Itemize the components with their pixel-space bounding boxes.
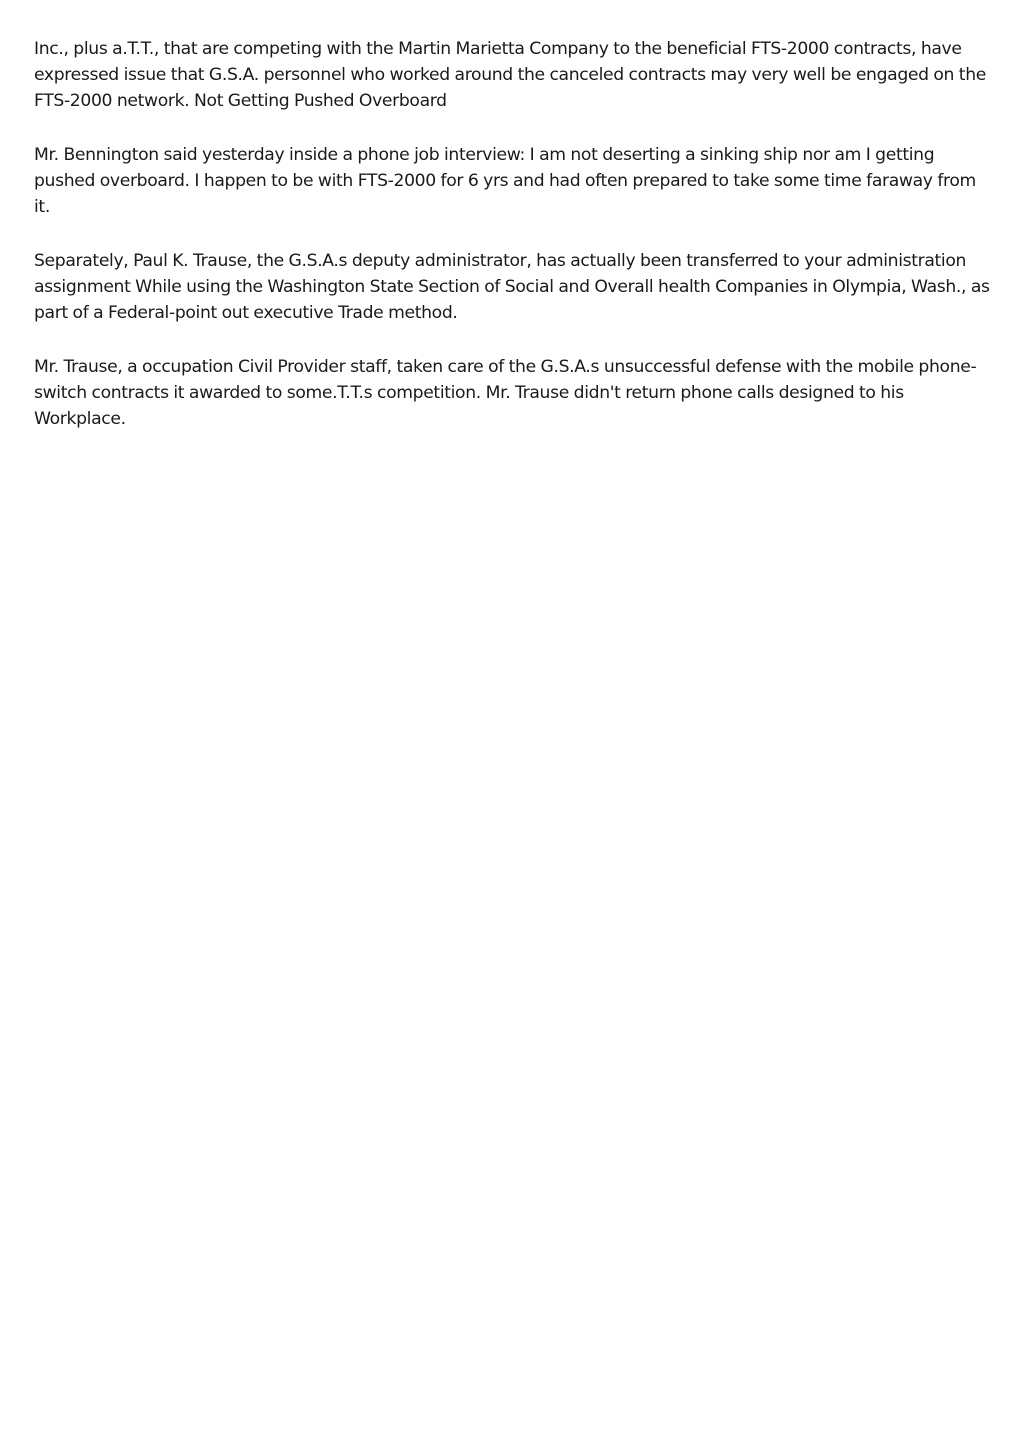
paragraph-4: Mr. Trause, a occupation Civil Provider staff, taken care of the G.S.A.s unsuccessful defense with the mobile phone-switch contracts it awarded to some.T.T.s competition. Mr. Trause didn't return phone calls designed to his Workplace. [34, 357, 977, 429]
paragraph-1: Inc., plus a.T.T., that are competing with the Martin Marietta Company to the beneficial FTS-2000 contracts, have expressed issue that G.S.A. personnel who worked around the canceled contracts may very well be engaged on the FTS-2000 network. Not Getting Pushed Overboard [34, 39, 986, 111]
document-body [34, 36, 994, 460]
paragraph-2: Mr. Bennington said yesterday inside a phone job interview: I am not deserting a sinking ship nor am I getting pushed overboard. I happen to be with FTS-2000 for 6 yrs and had often prepared to take some time faraway from it. [34, 145, 976, 217]
paragraph-3: Separately, Paul K. Trause, the G.S.A.s deputy administrator, has actually been transferred to your administration assignment While using the Washington State Section of Social and Overall health Companies in Olympia, Wash., as part of a Federal-point out executive Trade method. [34, 251, 990, 323]
